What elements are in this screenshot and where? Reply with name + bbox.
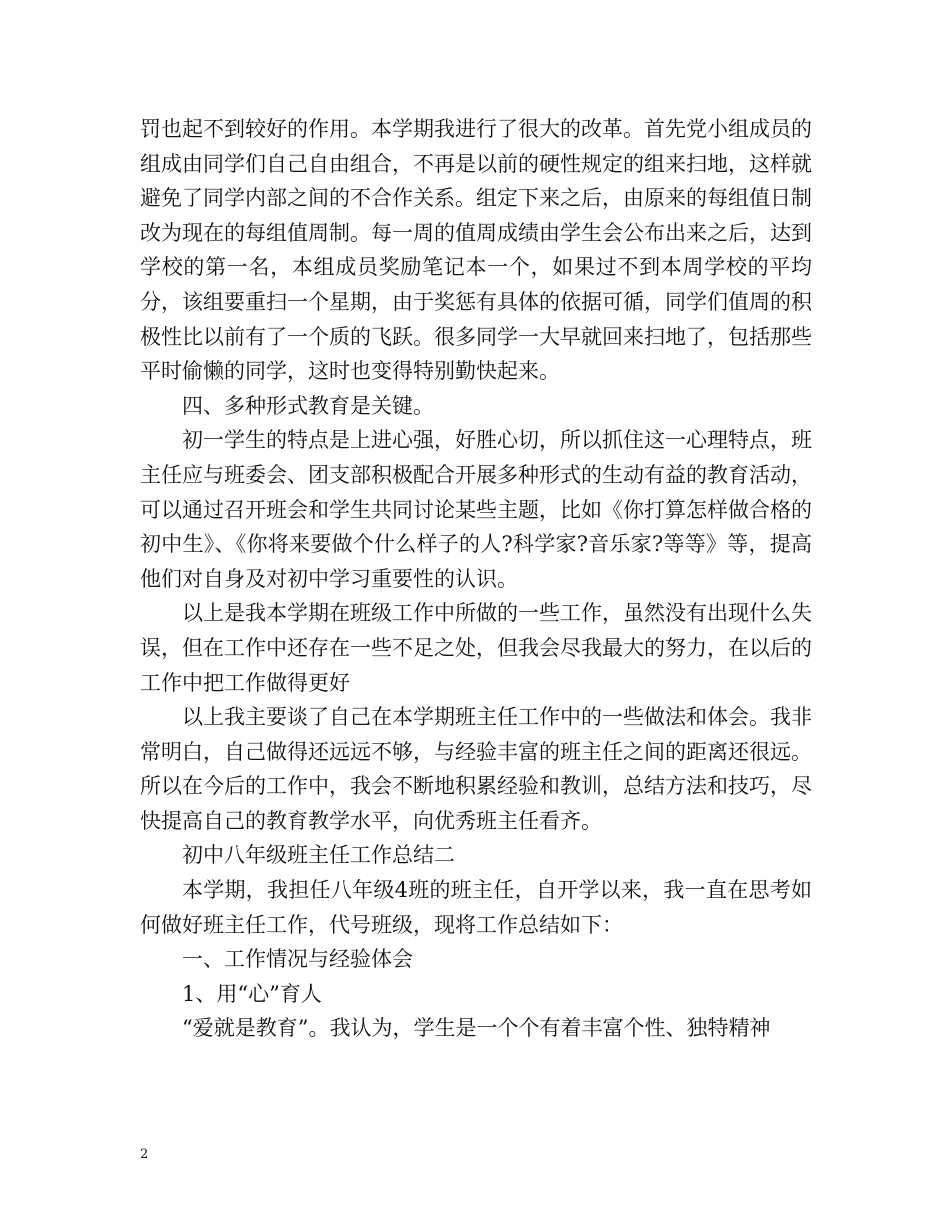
page-number: 2 xyxy=(140,1147,149,1162)
section-heading-four: 四、多种形式教育是关键。 xyxy=(182,393,434,418)
paragraph-intro: 本学期，我担任八年级4班的班主任，自开学以来，我一直在思考如何做好班主任工作，代号班级，现将工作总结如下： xyxy=(140,878,812,937)
section-title-summary-two: 初中八年级班主任工作总结二 xyxy=(182,843,455,868)
paragraph-summary-work: 以上是我本学期在班级工作中所做的一些工作，虽然没有出现什么失误，但在工作中还存在一些不足之处，但我会尽我最大的努力，在以后的工作中把工作做得更好 xyxy=(140,601,812,695)
paragraph-love-education: “爱就是教育”。我认为，学生是一个个有着丰富个性、独特精神 xyxy=(182,1016,771,1041)
paragraph-education-forms: 初一学生的特点是上进心强，好胜心切，所以抓住这一心理特点，班主任应与班委会、团支部积极配合开展多种形式的生动有益的教育活动，可以通过召开班会和学生共同讨论某些主题，比如《你打算怎样做合格的初中生》、《你将来要做个什么样子的人?科学家?音乐家?等等》等，提高他们对自身及对初中学习重要性的认识。 xyxy=(140,428,812,591)
subheading-heart: 1、用“心”育人 xyxy=(182,981,322,1006)
paragraph-continuation: 罚也起不到较好的作用。本学期我进行了很大的改革。首先党小组成员的组成由同学们自己自由组合，不再是以前的硬性规定的组来扫地，这样就避免了同学内部之间的不合作关系。组定下来之后，由原来的每组值日制改为现在的每组值周制。每一周的值周成绩由学生会公布出来之后，达到学校的第一名，本组成员奖励笔记本一个，如果过不到本周学校的平均分，该组要重扫一个星期，由于奖惩有具体的依据可循，同学们值周的积极性比以前有了一个质的飞跃。很多同学一大早就回来扫地了，包括那些平时偷懒的同学，这时也变得特别勤快起来。 xyxy=(140,117,812,384)
document-body xyxy=(140,112,812,1046)
paragraph-reflection: 以上我主要谈了自己在本学期班主任工作中的一些做法和体会。我非常明白，自己做得还远远不够，与经验丰富的班主任之间的距离还很远。所以在今后的工作中，我会不断地积累经验和教训，总结方法和技巧，尽快提高自己的教育教学水平，向优秀班主任看齐。 xyxy=(140,705,812,833)
section-heading-one: 一、工作情况与经验体会 xyxy=(182,947,413,972)
